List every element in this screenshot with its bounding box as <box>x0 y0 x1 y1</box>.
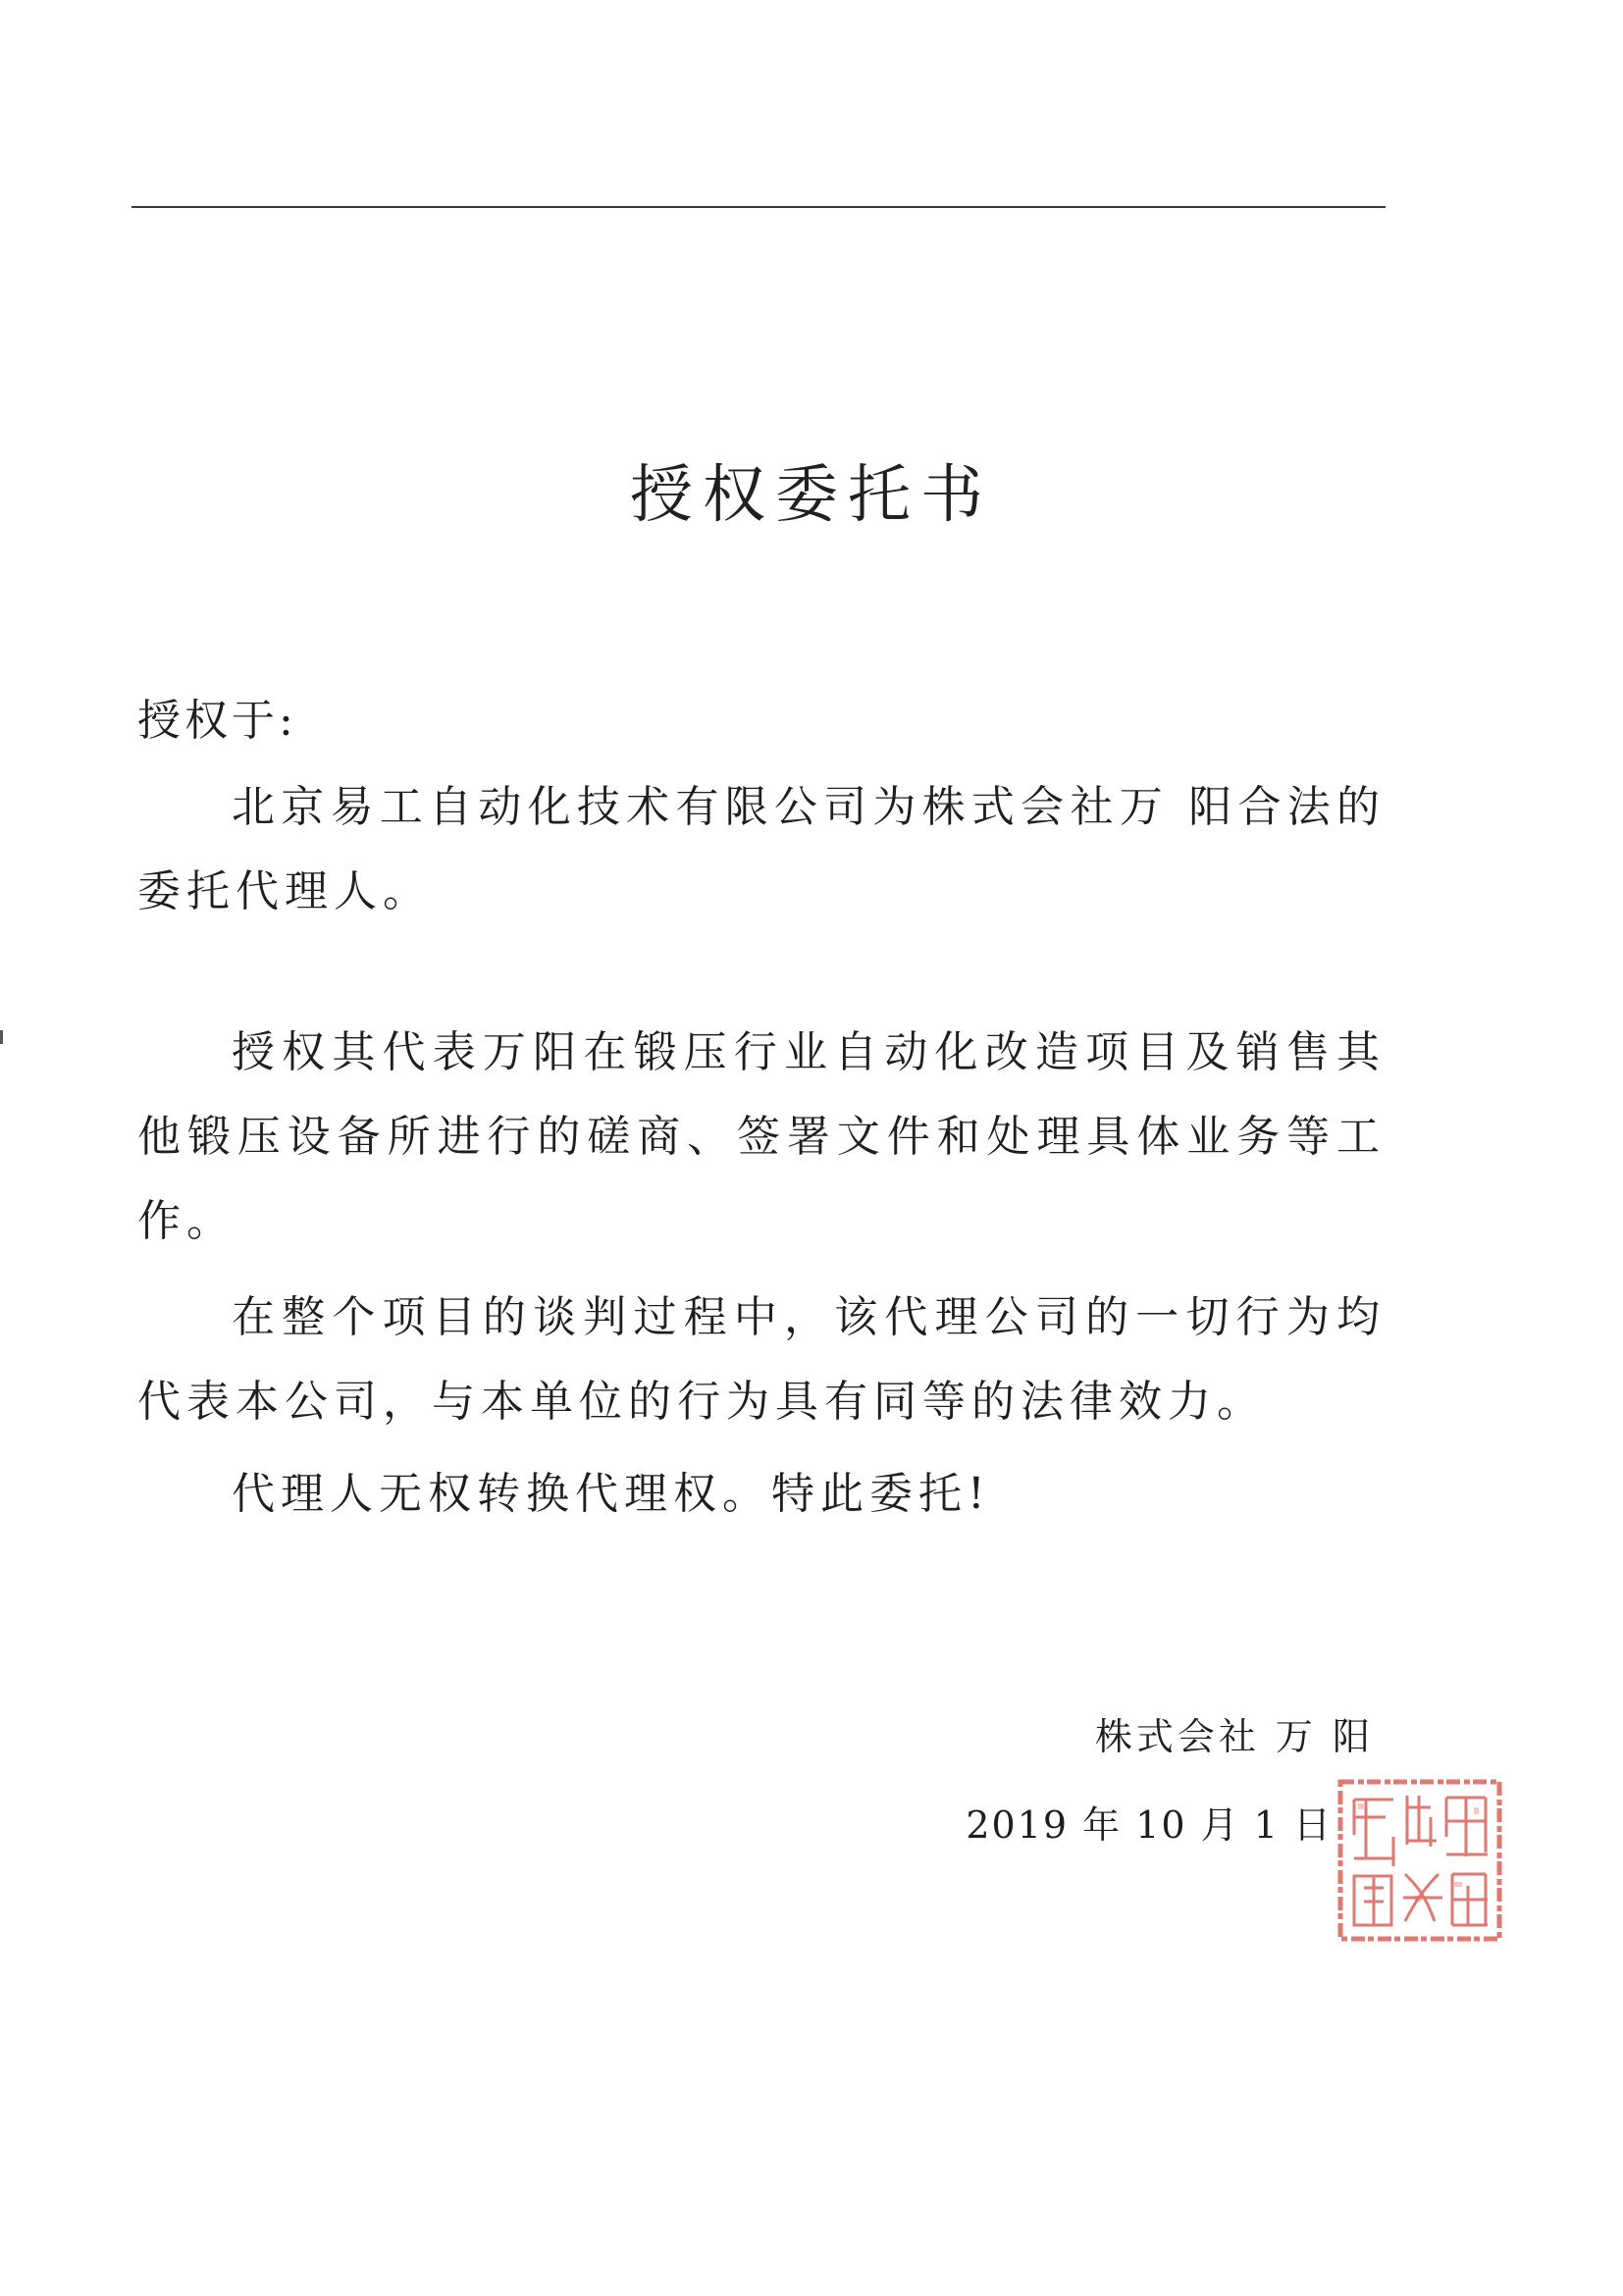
signatory-name: 株式会社 万 阳 <box>1094 1715 1374 1758</box>
paragraph-no-transfer: 代理人无权转换代理权。特此委托! <box>232 1469 991 1519</box>
seal-stamp-icon <box>1336 1778 1503 1943</box>
signature-date: 2019 年 10 月 1 日 <box>966 1803 1333 1847</box>
paragraph-agent-appointment: 北京易工自动化技术有限公司为株式会社万 阳合法的委托代理人。 <box>137 782 1386 916</box>
paragraph-legal-effect: 在整个项目的谈判过程中，该代理公司的一切行为均代表本公司，与本单位的行为具有同等的法律效力。 <box>137 1292 1386 1427</box>
document-title: 授权委托书 <box>630 459 993 532</box>
header-rule <box>131 206 1386 208</box>
salutation: 授权于: <box>137 696 297 746</box>
scan-margin-mark <box>0 1030 3 1044</box>
paragraph-authorization-scope: 授权其代表万阳在锻压行业自动化改造项目及销售其他锻压设备所进行的磋商、签署文件和处理具体业务等工作。 <box>137 1027 1386 1246</box>
